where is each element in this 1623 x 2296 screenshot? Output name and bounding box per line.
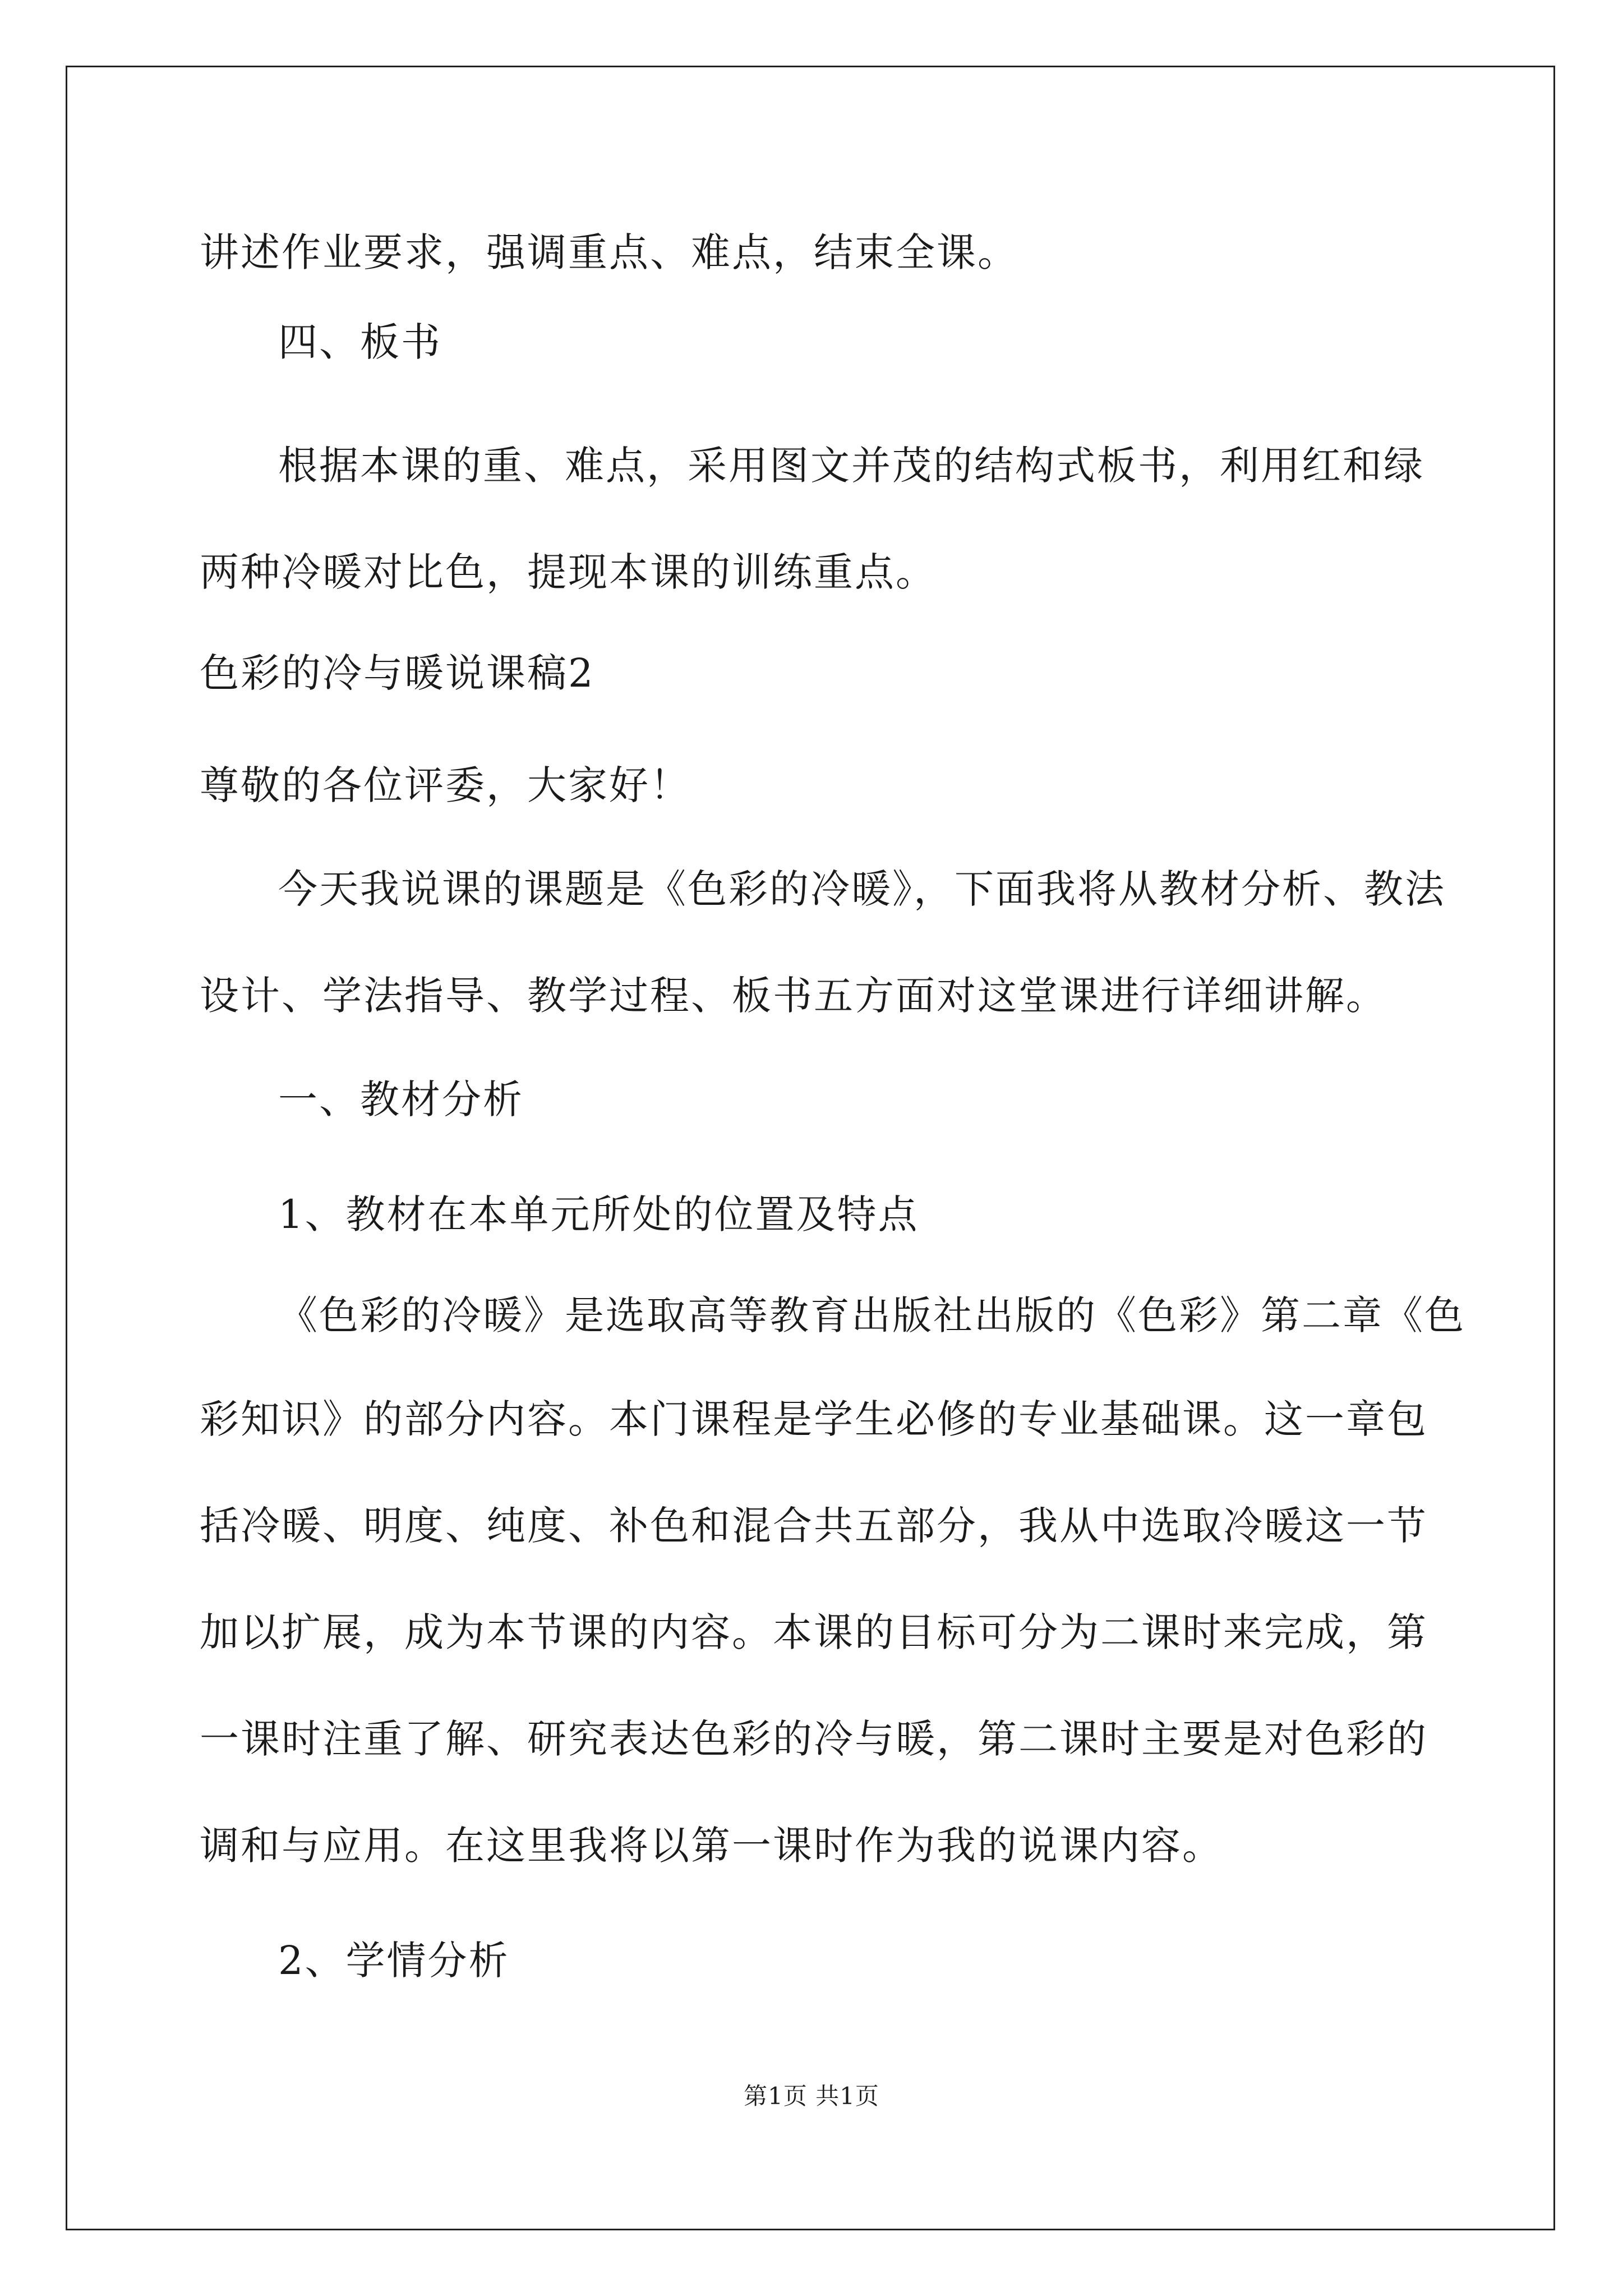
paragraph-line: 两种冷暖对比色，提现本课的训练重点。 bbox=[200, 549, 937, 595]
section-heading: 四、板书 bbox=[278, 319, 442, 365]
paragraph-line: 今天我说课的课题是《色彩的冷暖》，下面我将从教材分析、教法 bbox=[278, 866, 1446, 912]
page-footer: 第1页 共1页 bbox=[744, 2082, 879, 2110]
paragraph-line: 根据本课的重、难点，采用图文并茂的结构式板书，利用红和绿 bbox=[278, 443, 1424, 489]
paragraph-line: 括冷暖、明度、纯度、补色和混合共五部分，我从中选取冷暖这一节 bbox=[200, 1503, 1428, 1549]
paragraph-line: 加以扩展，成为本节课的内容。本课的目标可分为二课时来完成，第 bbox=[200, 1609, 1428, 1655]
page-border bbox=[66, 66, 1555, 2230]
paragraph-line: 调和与应用。在这里我将以第一课时作为我的说课内容。 bbox=[200, 1823, 1223, 1869]
section-heading: 一、教材分析 bbox=[278, 1076, 524, 1122]
paragraph-line: 彩知识》的部分内容。本门课程是学生必修的专业基础课。这一章包 bbox=[200, 1396, 1428, 1442]
paragraph-line: 设计、学法指导、教学过程、板书五方面对这堂课进行详细讲解。 bbox=[200, 973, 1387, 1019]
document-title: 色彩的冷与暖说课稿2 bbox=[200, 650, 595, 696]
subsection-heading: 1、教材在本单元所处的位置及特点 bbox=[278, 1191, 919, 1237]
subsection-heading: 2、学情分析 bbox=[278, 1938, 510, 1984]
paragraph-line: 一课时注重了解、研究表达色彩的冷与暖，第二课时主要是对色彩的 bbox=[200, 1716, 1428, 1762]
greeting-line: 尊敬的各位评委，大家好！ bbox=[200, 762, 691, 808]
paragraph-line: 讲述作业要求，强调重点、难点，结束全课。 bbox=[200, 229, 1018, 275]
paragraph-line: 《色彩的冷暖》是选取高等教育出版社出版的《色彩》第二章《色 bbox=[278, 1292, 1465, 1338]
